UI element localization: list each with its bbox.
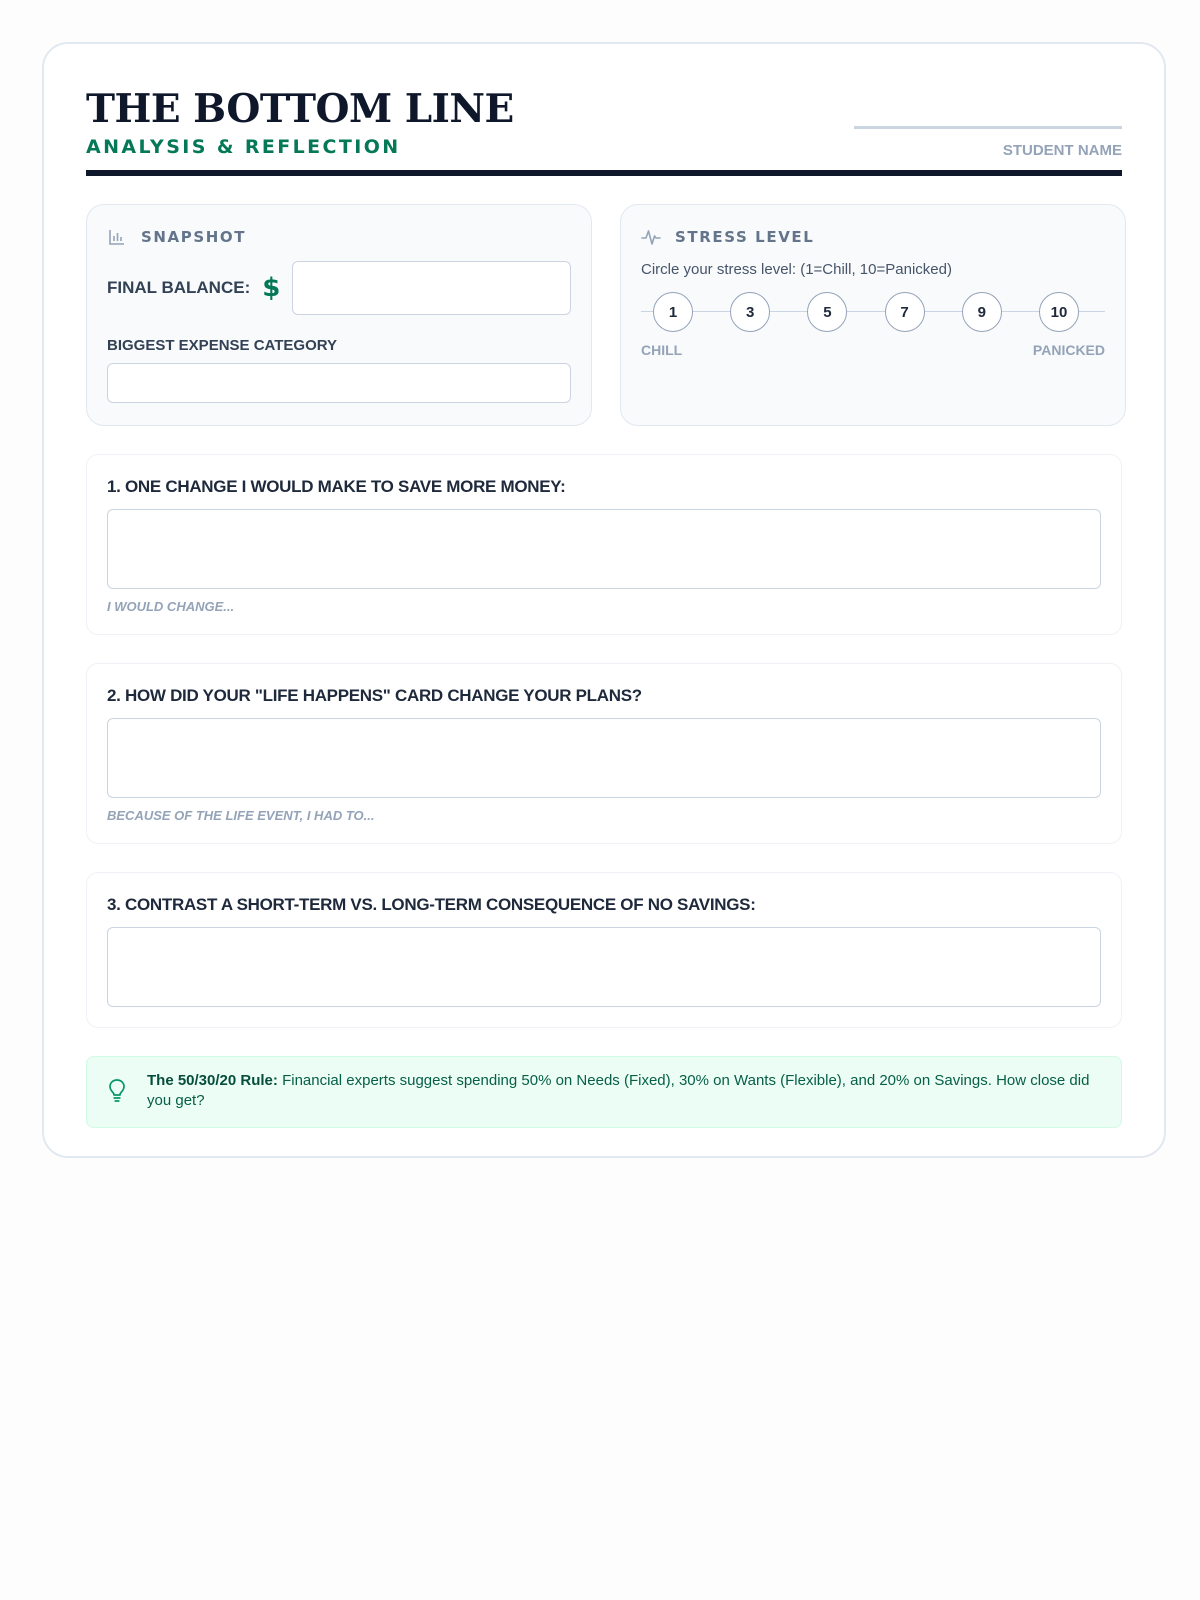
- question-title: 2. HOW DID YOUR "LIFE HAPPENS" CARD CHANGE YOUR PLANS?: [107, 686, 642, 705]
- biggest-expense-label: BIGGEST EXPENSE CATEGORY: [107, 337, 338, 354]
- final-balance-row: [107, 261, 571, 315]
- question-title: 3. CONTRAST A SHORT-TERM VS. LONG-TERM CONSEQUENCE OF NO SAVINGS:: [107, 895, 756, 914]
- stress-level-option[interactable]: 7: [885, 292, 925, 332]
- stress-level-option[interactable]: 1: [653, 292, 693, 332]
- top-row: [86, 204, 1122, 426]
- page-title: THE BOTTOM LINE: [86, 86, 514, 132]
- answer-hint: BECAUSE OF THE LIFE EVENT, I HAD TO...: [107, 808, 375, 823]
- snapshot-header: [107, 225, 571, 249]
- stress-scale-line: [641, 311, 1105, 312]
- final-balance-input[interactable]: [292, 261, 571, 315]
- pulse-icon: [641, 227, 661, 247]
- tip-text: Financial experts suggest spending 50% on Needs (Fixed), 30% on Wants (Flexible), and 20% on Savings. How close did you get?: [147, 1072, 1090, 1109]
- stress-high-label: PANICKED: [1032, 342, 1105, 358]
- worksheet: [42, 42, 1166, 1158]
- tip-bold: The 50/30/20 Rule:: [147, 1072, 278, 1089]
- stress-instruction: Circle your stress level: (1=Chill, 10=Panicked): [641, 261, 952, 278]
- stress-scale-ends: [641, 342, 1105, 360]
- question-card-1: [86, 454, 1122, 635]
- stress-low-label: CHILL: [641, 342, 683, 358]
- stress-level-card: [620, 204, 1126, 426]
- stress-scale: [641, 292, 1105, 332]
- bar-chart-icon: [107, 227, 127, 247]
- answer-hint: I WOULD CHANGE...: [107, 599, 235, 614]
- final-balance-label: FINAL BALANCE:: [107, 278, 251, 297]
- stress-header: [641, 225, 1105, 249]
- lightbulb-icon: [107, 1077, 127, 1105]
- worksheet-header: [86, 84, 1122, 176]
- stress-level-option[interactable]: 5: [807, 292, 847, 332]
- question-card-3: [86, 872, 1122, 1028]
- stress-level-option[interactable]: 10: [1039, 292, 1079, 332]
- stress-heading: STRESS LEVEL: [675, 228, 815, 246]
- dollar-sign: $: [262, 273, 281, 303]
- student-name-label: STUDENT NAME: [1002, 142, 1122, 159]
- rule-tip: [86, 1056, 1122, 1128]
- question-card-2: [86, 663, 1122, 844]
- page-subtitle: ANALYSIS & REFLECTION: [86, 136, 401, 158]
- snapshot-card: [86, 204, 592, 426]
- student-name-field[interactable]: [854, 126, 1122, 129]
- answer-box[interactable]: [107, 927, 1101, 1007]
- stress-level-option[interactable]: 3: [730, 292, 770, 332]
- question-title: 1. ONE CHANGE I WOULD MAKE TO SAVE MORE MONEY:: [107, 477, 566, 496]
- biggest-expense-input[interactable]: [107, 363, 571, 403]
- snapshot-heading: SNAPSHOT: [141, 228, 247, 246]
- answer-box[interactable]: [107, 718, 1101, 798]
- stress-level-option[interactable]: 9: [962, 292, 1002, 332]
- answer-box[interactable]: [107, 509, 1101, 589]
